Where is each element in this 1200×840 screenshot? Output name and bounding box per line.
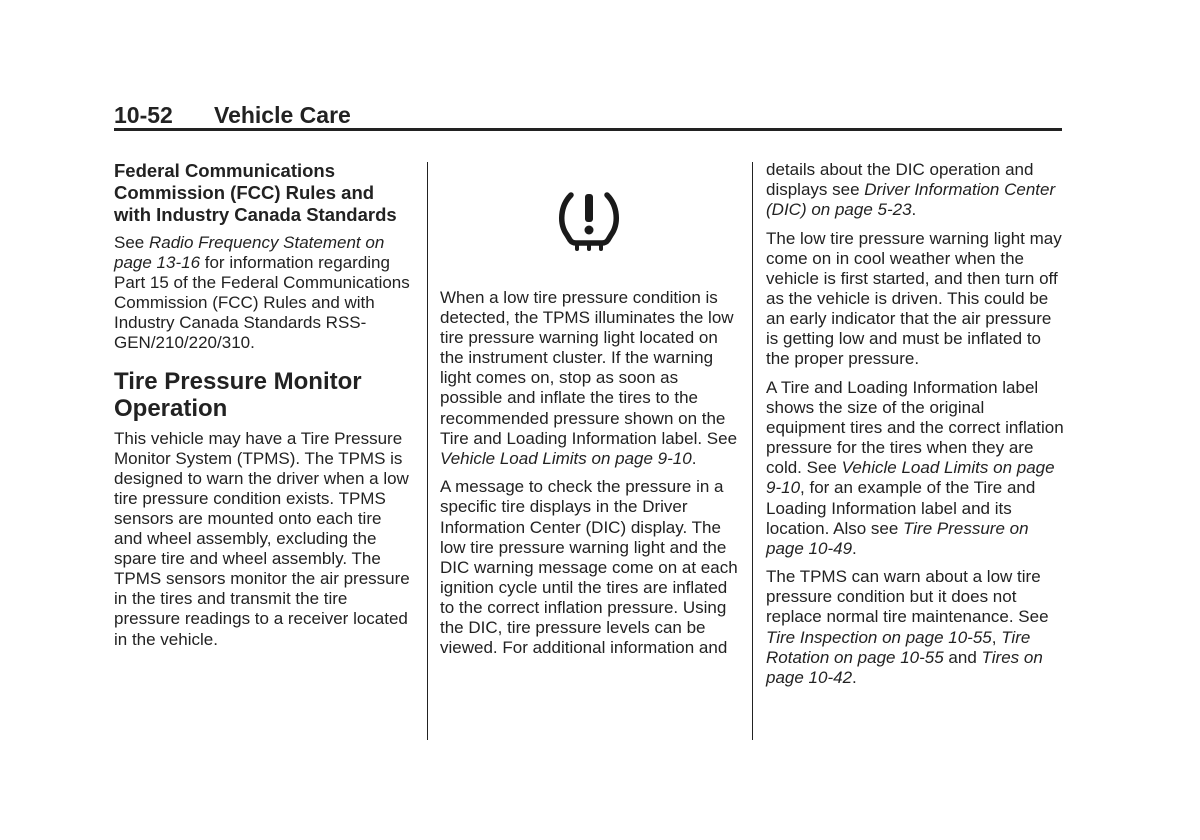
punctuation: . [911, 200, 917, 220]
tpms-heading: Tire Pressure Monitor Operation [114, 367, 362, 422]
tpms-paragraph: This vehicle may have a Tire Pressure Monitor System (TPMS). The TPMS is designed to warn the driver when a low tire pressure condition exists. TPMS sensors are mounted onto each tire and wheel assembly, excluding the spare tire and wheel assembly. The TPMS sensors monitor the air pressure in the tires and transmit the tire pressure readings to a receiver located in the vehicle. [114, 428, 410, 649]
column-divider [427, 162, 428, 740]
column-divider [752, 162, 753, 740]
loading-label-text: A Tire and Loading Information label shows the size of the original equipment tires and the correct inflation pressure for the tires when they are cold. See [766, 377, 1064, 478]
page-number: 10-52 [114, 102, 173, 128]
cross-reference: Tire Inspection on page 10-55 [766, 627, 992, 647]
column-1 [114, 160, 414, 658]
header-rule [114, 128, 1062, 131]
separator: , [991, 627, 1002, 647]
tire-pressure-warning-icon [557, 188, 621, 252]
section-title: Vehicle Care [214, 102, 351, 128]
page-header [114, 100, 1062, 130]
loading-label-text: , for an example of the Tire and Loading Information label and its location. Also see [766, 478, 1036, 538]
cross-reference: Tire Rotation on page 10-55 [766, 627, 1031, 667]
cross-reference: Tire Pressure on page 10-49 [766, 518, 1029, 558]
punctuation: . [691, 448, 697, 468]
dic-message-paragraph: A message to check the pressure in a specific tire displays in the Driver Information Center (DIC) display. The low tire pressure warning light and the DIC warning message come on at each ignition cycle until the tires are inflated to the correct inflation pressure. Using the DIC, tire pressure levels can be viewed. For additional information and [440, 477, 738, 658]
tpms-light-paragraph [440, 288, 742, 469]
cross-reference: Driver Information Center (DIC) on page 5-23 [766, 180, 1056, 220]
fcc-heading: Federal Communications Commission (FCC) Rules and with Industry Canada Standards [114, 160, 397, 225]
column-2 [440, 288, 742, 667]
fcc-paragraph [114, 233, 414, 354]
dic-details-paragraph [766, 160, 1066, 220]
fcc-text: for information regarding Part 15 of the Federal Communications Commission (FCC) Rules and with Industry Canada Standards RSS-GEN/210/220/310. [114, 253, 410, 353]
loading-label-paragraph [766, 378, 1066, 559]
cross-reference: Vehicle Load Limits on page 9-10 [440, 448, 692, 468]
punctuation: . [852, 667, 857, 687]
fcc-text: See [114, 233, 149, 252]
tpms-light-text: When a low tire pressure condition is detected, the TPMS illuminates the low tire pressure warning light located on the instrument cluster. If the warning light comes on, stop as soon as possible and inflate the tires to the recommended pressure shown on the Tire and Loading Information label. See [440, 288, 738, 448]
punctuation: . [852, 538, 857, 558]
maintenance-paragraph [766, 567, 1066, 688]
cross-reference: Vehicle Load Limits on page 9-10 [766, 458, 1055, 498]
cross-reference: Radio Frequency Statement on page 13-16 [114, 233, 385, 273]
separator: and [943, 647, 982, 667]
maintenance-text: The TPMS can warn about a low tire pressure condition but it does not replace normal tire maintenance. See [766, 567, 1049, 627]
cool-weather-paragraph: The low tire pressure warning light may come on in cool weather when the vehicle is first started, and then turn off as the vehicle is driven. This could be an early indicator that the air pressure is getting low and must be inflated to the proper pressure. [766, 228, 1062, 369]
dic-details-text: details about the DIC operation and displays see [766, 160, 1034, 200]
cross-reference: Tires on page 10-42 [766, 647, 1043, 687]
column-3 [766, 160, 1066, 696]
